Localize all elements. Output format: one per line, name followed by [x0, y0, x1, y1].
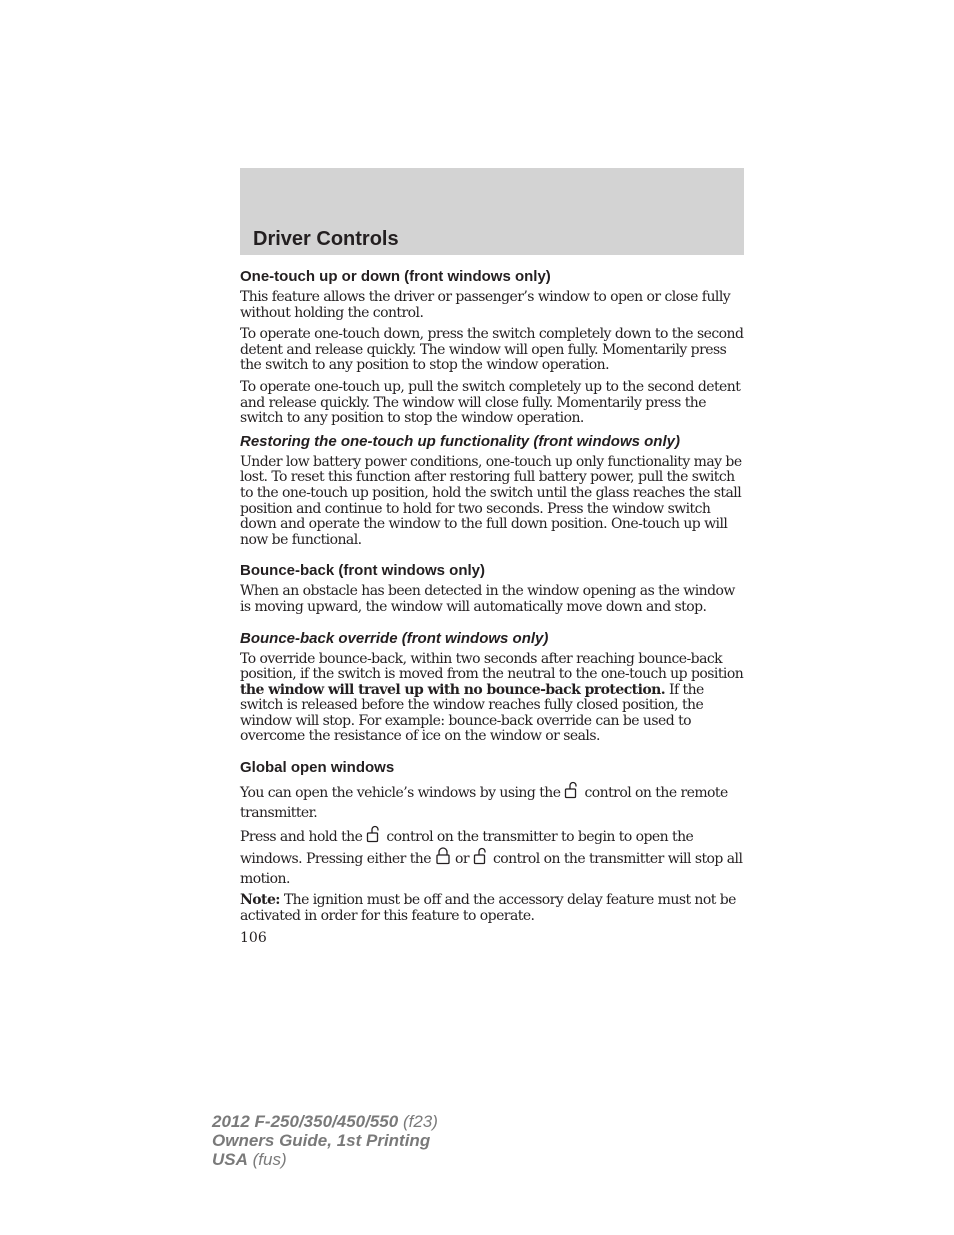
footer-model: 2012 F-250/350/450/550: [212, 1112, 399, 1131]
paragraph: [240, 781, 744, 823]
emphasis-text: the window will travel up with no bounce-back protection.: [240, 681, 666, 698]
note-text: The ignition must be off and the accessory delay feature must not be activated in order for this feature to operate.: [240, 892, 736, 924]
paragraph: When an obstacle has been detected in the window opening as the window is moving upward, the window will automatically move down and stop.: [240, 583, 735, 615]
document-footer: [212, 1112, 438, 1169]
unlock-icon: [472, 847, 490, 865]
text: You can open the vehicle’s windows by using the: [240, 785, 561, 802]
paragraph: Under low battery power conditions, one-touch up only functionality may be lost. To reset this function after restoring full battery power, pull the switch to the one-touch up position, hold the switch until the glass reaches the stall position and continue to hold for two seconds. Press the window switch down and operate the window to the full down position. One-touch up will now be functional.: [240, 453, 742, 548]
unlock-icon: [563, 781, 581, 799]
paragraph: To operate one-touch down, press the switch completely down to the second detent and release quickly. The window will open fully. Momentarily press the switch to any position to stop the window operation.: [240, 326, 744, 374]
footer-code: (f23): [398, 1112, 438, 1131]
text: control on the transmitter to begin to open the windows. Pressing either the: [240, 829, 694, 868]
heading-restoring: Restoring the one-touch up functionality (front windows only): [240, 432, 680, 450]
heading-bounce-back: Bounce-back (front windows only): [240, 562, 486, 580]
heading-global-open: Global open windows: [240, 759, 395, 777]
text: or: [454, 851, 470, 868]
paragraph: This feature allows the driver or passenger’s window to open or close fully without holding the control.: [240, 289, 731, 321]
page-content: [240, 268, 744, 946]
heading-one-touch: One-touch up or down (front windows only): [240, 268, 551, 285]
text: control on the remote transmitter.: [240, 785, 728, 822]
text: Press and hold the: [240, 829, 363, 846]
footer-line: Owners Guide, 1st Printing: [212, 1131, 431, 1150]
footer-code: (fus): [247, 1150, 287, 1169]
text: control on the transmitter will stop all motion.: [240, 851, 743, 888]
lock-icon: [434, 847, 452, 865]
heading-bounce-back-override: Bounce-back override (front windows only): [240, 629, 549, 647]
unlock-icon: [365, 825, 383, 843]
footer-region: USA: [212, 1150, 248, 1169]
paragraph: To operate one-touch up, pull the switch completely up to the second detent and release quickly. The window will close fully. Momentarily press the switch to any position to stop the window operation.: [240, 378, 741, 427]
page-number: 106: [240, 930, 267, 947]
note-label: Note:: [240, 892, 280, 909]
text: If the switch is released before the window reaches fully closed position, the window will stop. For example: bounce-back override can be used to overcome the resistance of ice on the window or seals.: [240, 681, 704, 745]
paragraph: [240, 652, 744, 746]
section-title: Driver Controls: [253, 228, 399, 250]
text: To override bounce-back, within two seconds after reaching bounce-back position, if the switch is moved from the neutral to the one-touch up position: [240, 650, 744, 683]
paragraph: [240, 825, 744, 889]
footer-line: [212, 1150, 438, 1169]
section-header-band: [240, 168, 744, 255]
note-paragraph: [240, 893, 744, 924]
footer-line: [212, 1112, 438, 1131]
